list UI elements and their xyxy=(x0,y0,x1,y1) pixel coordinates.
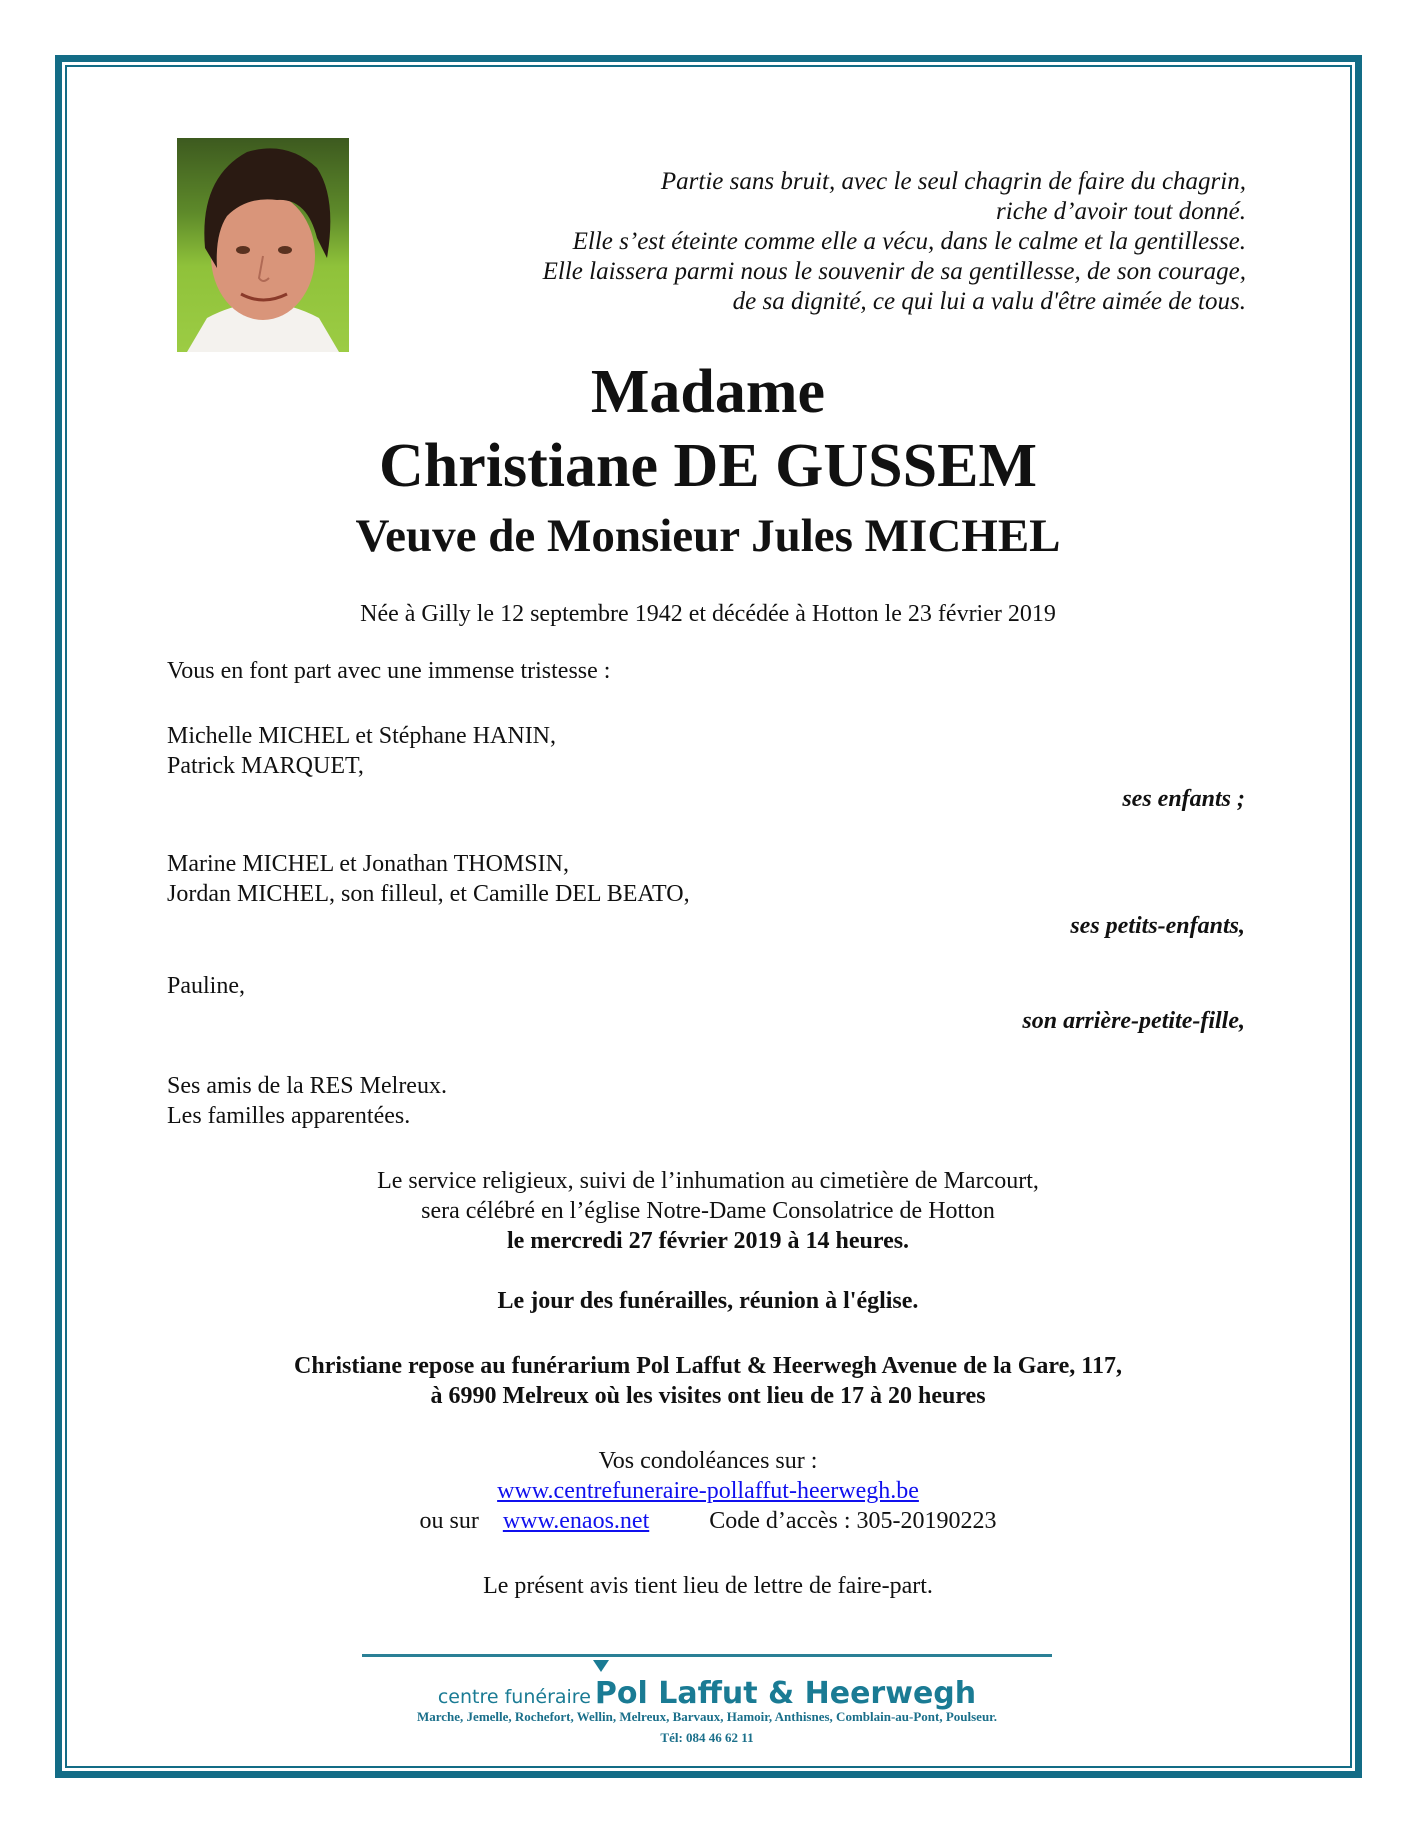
logo-towns: Marche, Jemelle, Rochefort, Wellin, Melreux, Barvaux, Hamoir, Anthisnes, Comblain-au-Pont, Poulseur. xyxy=(416,1709,998,1724)
poem-line: riche d’avoir tout donné. xyxy=(996,198,1246,225)
notice-line: Le présent avis tient lieu de lettre de faire-part. xyxy=(483,1573,933,1599)
widow-of: Veuve de Monsieur Jules MICHEL xyxy=(355,510,1061,562)
service-date: le mercredi 27 février 2019 à 14 heures. xyxy=(506,1228,910,1254)
service-line: sera célébré en l’église Notre-Dame Consolatrice de Hotton xyxy=(421,1198,995,1224)
funeral-center-link[interactable]: www.centrefuneraire-pollaffut-heerwegh.be xyxy=(497,1478,919,1504)
poem-line: Partie sans bruit, avec le seul chagrin de faire du chagrin, xyxy=(660,168,1246,195)
title-honorific: Madame xyxy=(590,358,826,426)
relation-label: ses petits-enfants, xyxy=(1070,913,1245,939)
others-line: Les familles apparentées. xyxy=(167,1103,411,1129)
poem-line: de sa dignité, ce qui lui a valu d'être aimée de tous. xyxy=(732,288,1246,315)
funeral-center-logo xyxy=(362,1676,1052,1711)
family-name: Jordan MICHEL, son filleul, et Camille DEL BEATO, xyxy=(167,881,690,907)
logo-prefix: centre funéraire xyxy=(437,1686,591,1708)
condolences-alt-row xyxy=(66,1509,1350,1533)
others-line: Ses amis de la RES Melreux. xyxy=(167,1073,447,1099)
relation-label: ses enfants ; xyxy=(1122,786,1245,812)
rest-line: à 6990 Melreux où les visites ont lieu de 17 à 20 heures xyxy=(430,1383,986,1409)
service-line: Le service religieux, suivi de l’inhumation au cimetière de Marcourt, xyxy=(377,1168,1039,1194)
access-code: Code d’accès : 305-20190223 xyxy=(709,1508,997,1534)
logo-phone: Tél: 084 46 62 11 xyxy=(660,1730,754,1745)
family-name: Marine MICHEL et Jonathan THOMSIN, xyxy=(167,851,569,877)
meeting-line: Le jour des funérailles, réunion à l'église. xyxy=(497,1288,919,1314)
poem-line: Elle s’est éteinte comme elle a vécu, dans le calme et la gentillesse. xyxy=(572,228,1246,255)
triangle-icon xyxy=(593,1660,609,1672)
footer-separator xyxy=(362,1654,1052,1657)
portrait-image-icon xyxy=(177,138,349,352)
rest-line: Christiane repose au funérarium Pol Laffut & Heerwegh Avenue de la Gare, 117, xyxy=(294,1353,1122,1379)
poem-line: Elle laissera parmi nous le souvenir de sa gentillesse, de son courage, xyxy=(542,258,1246,285)
deceased-name: Christiane DE GUSSEM xyxy=(379,432,1037,500)
logo-brand: Pol Laffut & Heerwegh xyxy=(594,1676,977,1711)
family-name: Michelle MICHEL et Stéphane HANIN, xyxy=(167,723,557,749)
intro-text: Vous en font part avec une immense tristesse : xyxy=(167,658,611,684)
condolences-label: Vos condoléances sur : xyxy=(598,1448,818,1474)
dates-line: Née à Gilly le 12 septembre 1942 et décédée à Hotton le 23 février 2019 xyxy=(360,601,1056,627)
family-name: Patrick MARQUET, xyxy=(167,753,364,779)
enaos-link[interactable]: www.enaos.net xyxy=(502,1508,650,1534)
family-name: Pauline, xyxy=(167,973,245,999)
or-label: ou sur xyxy=(419,1508,479,1534)
logo-brand-wrap xyxy=(595,1676,976,1711)
condolences-link-row xyxy=(66,1479,1350,1503)
portrait-photo xyxy=(177,138,349,352)
relation-label: son arrière-petite-fille, xyxy=(1022,1008,1245,1034)
